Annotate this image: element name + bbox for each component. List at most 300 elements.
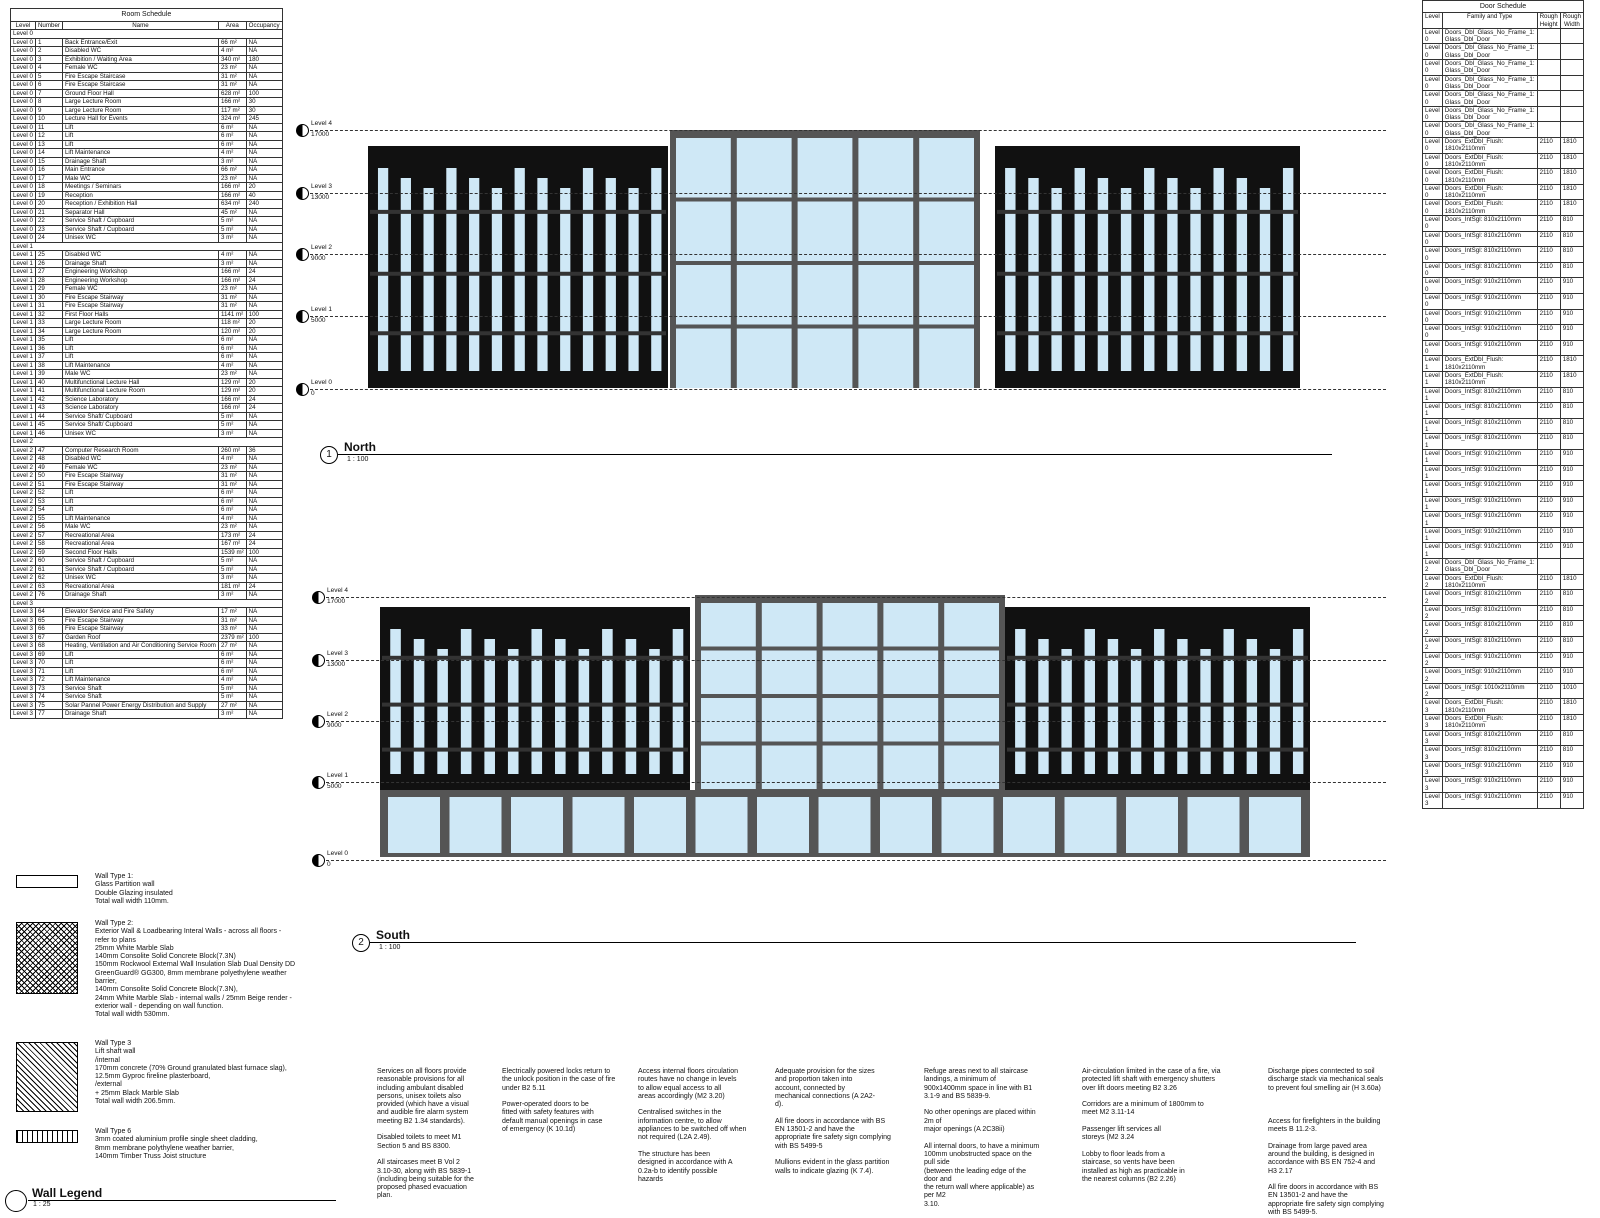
room-row [11, 361, 283, 370]
room-cell: Lift [62, 336, 218, 345]
door-row [1423, 496, 1584, 512]
room-cell: 6 m² [218, 336, 246, 345]
room-cell: NA [246, 208, 282, 217]
room-cell: Service Shaft/ Cupboard [62, 421, 218, 430]
door-cell: 2110 [1537, 605, 1560, 621]
door-cell: 810 [1560, 746, 1583, 762]
room-cell: Level 0 [11, 166, 36, 175]
floor-band [382, 703, 688, 707]
room-cell: Science Laboratory [62, 404, 218, 413]
room-cell: Ground Floor Hall [62, 89, 218, 98]
door-cell: 910 [1560, 543, 1583, 559]
door-cell: 2110 [1537, 590, 1560, 606]
room-cell: 40 [246, 191, 282, 200]
room-cell: 4 m² [218, 47, 246, 56]
door-cell: 2110 [1537, 200, 1560, 216]
door-cell: Doors_ExtDbl_Flush: 1810x2110mm [1442, 715, 1537, 731]
room-cell: 31 m² [218, 616, 246, 625]
wall-type-swatch [16, 875, 78, 888]
level-marker-icon [296, 383, 309, 396]
room-cell: 6 m² [218, 140, 246, 149]
ground-floor-window [511, 797, 563, 853]
door-cell: 910 [1560, 761, 1583, 777]
door-cell: Doors_ExtDbl_Flush: 1810x2110mm [1442, 699, 1537, 715]
room-cell: 36 [246, 446, 282, 455]
room-cell: 245 [246, 115, 282, 124]
door-row [1423, 122, 1584, 138]
room-group-label: Level 2 [11, 438, 283, 447]
door-schedule-title: Door Schedule [1422, 0, 1584, 12]
door-cell: Level 1 [1423, 449, 1443, 465]
room-cell: 23 m² [218, 285, 246, 294]
room-cell: 2 [35, 47, 62, 56]
ground-floor-window [1188, 797, 1240, 853]
door-row [1423, 621, 1584, 637]
room-cell: 37 [35, 353, 62, 362]
room-cell: 32 [35, 310, 62, 319]
room-cell: 6 m² [218, 132, 246, 141]
room-cell: 4 m² [218, 251, 246, 260]
door-cell: Level 0 [1423, 340, 1443, 356]
door-cell: Level 1 [1423, 481, 1443, 497]
door-header-cell: Level [1423, 13, 1443, 29]
room-row [11, 659, 283, 668]
room-cell: Level 1 [11, 378, 36, 387]
room-row [11, 582, 283, 591]
door-cell: 2110 [1537, 387, 1560, 403]
door-cell: 1810 [1560, 715, 1583, 731]
room-cell: Level 1 [11, 327, 36, 336]
room-cell: Level 0 [11, 106, 36, 115]
room-cell: Level 2 [11, 540, 36, 549]
room-header-cell: Level [11, 21, 36, 30]
room-cell: Lift [62, 506, 218, 515]
room-row [11, 123, 283, 132]
room-schedule [10, 8, 280, 719]
room-cell: Multifunctional Lecture Room [62, 387, 218, 396]
glass-strip [1131, 649, 1141, 774]
glass-strip [515, 168, 525, 371]
ground-floor-window [1003, 797, 1055, 853]
room-cell: 33 m² [218, 625, 246, 634]
room-cell: 23 m² [218, 174, 246, 183]
room-group-label: Level 0 [11, 30, 283, 39]
door-cell: Level 0 [1423, 262, 1443, 278]
door-cell: 810 [1560, 418, 1583, 434]
glass-strip [437, 649, 448, 774]
room-cell: Fire Escape Stairway [62, 625, 218, 634]
level-value: 13000 [311, 194, 330, 201]
room-cell: Level 3 [11, 684, 36, 693]
room-cell: Fire Escape Stairway [62, 616, 218, 625]
room-cell: 173 m² [218, 531, 246, 540]
door-cell: Level 0 [1423, 75, 1443, 91]
room-cell: 40 [35, 378, 62, 387]
ground-floor-window [880, 797, 932, 853]
door-cell: Doors_IntSgl: 910x2110mm [1442, 527, 1537, 543]
room-cell: 51 [35, 480, 62, 489]
north-elevation-drawing [290, 120, 1390, 465]
door-cell: 910 [1560, 449, 1583, 465]
wall-type-swatch [16, 1042, 78, 1112]
door-cell: 810 [1560, 216, 1583, 232]
glass-pane [858, 202, 913, 262]
door-cell: Doors_IntSgl: 910x2110mm [1442, 465, 1537, 481]
room-cell: 340 m² [218, 55, 246, 64]
door-cell: Level 0 [1423, 216, 1443, 232]
room-cell: 57 [35, 531, 62, 540]
room-header-cell: Name [62, 21, 218, 30]
room-cell: Male WC [62, 523, 218, 532]
door-row [1423, 169, 1584, 185]
glass-pane [823, 603, 878, 647]
room-cell: 3 m² [218, 157, 246, 166]
room-row [11, 642, 283, 651]
door-cell: Level 1 [1423, 356, 1443, 372]
door-row [1423, 293, 1584, 309]
room-row [11, 285, 283, 294]
glass-pane [737, 202, 792, 262]
room-row [11, 633, 283, 642]
room-cell: 47 [35, 446, 62, 455]
room-row [11, 710, 283, 719]
room-cell: 31 m² [218, 480, 246, 489]
room-cell: 166 m² [218, 183, 246, 192]
room-cell: 180 [246, 55, 282, 64]
door-cell [1537, 122, 1560, 138]
door-row [1423, 28, 1584, 44]
room-cell: NA [246, 523, 282, 532]
room-row [11, 616, 283, 625]
room-cell: Lecture Hall for Events [62, 115, 218, 124]
door-cell: Doors_IntSgl: 810x2110mm [1442, 621, 1537, 637]
door-cell: 910 [1560, 668, 1583, 684]
room-cell: Unisex WC [62, 429, 218, 438]
glass-pane [737, 138, 792, 198]
door-row [1423, 761, 1584, 777]
door-cell: 1810 [1560, 200, 1583, 216]
door-row [1423, 91, 1584, 107]
room-cell: 24 [246, 404, 282, 413]
door-cell: Doors_IntSgl: 910x2110mm [1442, 668, 1537, 684]
door-cell: Doors_ExtDbl_Flush: 1810x2110mm [1442, 169, 1537, 185]
door-cell: Doors_Dbl_Glass_No_Frame_1: Glass_Dbl_Door [1442, 44, 1537, 60]
room-row [11, 276, 283, 285]
door-cell: 2110 [1537, 543, 1560, 559]
door-row [1423, 278, 1584, 294]
room-cell: Male WC [62, 370, 218, 379]
door-cell: 2110 [1537, 449, 1560, 465]
room-cell: Recreational Area [62, 531, 218, 540]
room-cell: Level 1 [11, 276, 36, 285]
room-cell: 23 [35, 225, 62, 234]
room-cell: Reception [62, 191, 218, 200]
door-cell [1560, 28, 1583, 44]
level-marker-icon [296, 124, 309, 137]
room-cell: 48 [35, 455, 62, 464]
ground-floor-window [757, 797, 809, 853]
level-marker-icon [296, 248, 309, 261]
door-cell [1560, 44, 1583, 60]
room-cell: NA [246, 472, 282, 481]
room-cell: 118 m² [218, 319, 246, 328]
level-label [327, 650, 348, 669]
room-cell: Level 2 [11, 557, 36, 566]
door-cell: Doors_IntSgl: 810x2110mm [1442, 730, 1537, 746]
door-cell: 1810 [1560, 184, 1583, 200]
room-cell: 64 [35, 608, 62, 617]
door-cell: Level 0 [1423, 60, 1443, 76]
door-row [1423, 668, 1584, 684]
room-row [11, 625, 283, 634]
room-cell: 5 m² [218, 412, 246, 421]
door-cell: Level 1 [1423, 371, 1443, 387]
room-cell: 166 m² [218, 395, 246, 404]
room-row [11, 72, 283, 81]
door-cell: Level 2 [1423, 683, 1443, 699]
room-cell: Level 0 [11, 200, 36, 209]
room-cell: 8 [35, 98, 62, 107]
wall-type-swatch [16, 922, 78, 994]
room-cell: 20 [246, 327, 282, 336]
door-cell: 910 [1560, 278, 1583, 294]
glass-strip [1154, 629, 1164, 774]
room-cell: 36 [35, 344, 62, 353]
room-cell: Service Shaft / Cupboard [62, 217, 218, 226]
room-group-header [11, 242, 283, 251]
room-cell: 166 m² [218, 191, 246, 200]
room-cell: NA [246, 591, 282, 600]
door-row [1423, 559, 1584, 575]
room-cell: 34 [35, 327, 62, 336]
room-row [11, 591, 283, 600]
level-line [310, 254, 1386, 255]
door-header-cell: Rough Width [1560, 13, 1583, 29]
room-cell: Level 0 [11, 98, 36, 107]
door-cell: 910 [1560, 652, 1583, 668]
door-cell: Doors_Dbl_Glass_No_Frame_1: Glass_Dbl_Door [1442, 559, 1537, 575]
room-row [11, 259, 283, 268]
ground-floor-window [819, 797, 871, 853]
level-line [326, 721, 1386, 722]
room-cell: Level 0 [11, 132, 36, 141]
door-row [1423, 449, 1584, 465]
room-cell: Service Shaft [62, 684, 218, 693]
room-cell: NA [246, 480, 282, 489]
room-cell: NA [246, 650, 282, 659]
room-cell: 71 [35, 667, 62, 676]
door-cell: 2110 [1537, 434, 1560, 450]
room-cell: 19 [35, 191, 62, 200]
door-schedule-table [1422, 0, 1584, 809]
room-row [11, 157, 283, 166]
door-row [1423, 434, 1584, 450]
room-cell: 6 m² [218, 344, 246, 353]
room-cell: 14 [35, 149, 62, 158]
room-row [11, 302, 283, 311]
room-cell: Level 2 [11, 446, 36, 455]
room-cell: NA [246, 429, 282, 438]
door-cell: 910 [1560, 527, 1583, 543]
room-cell: 58 [35, 540, 62, 549]
door-row [1423, 652, 1584, 668]
door-cell: Level 3 [1423, 715, 1443, 731]
room-row [11, 200, 283, 209]
room-cell: Level 0 [11, 234, 36, 243]
door-cell: Doors_ExtDbl_Flush: 1810x2110mm [1442, 371, 1537, 387]
room-cell: NA [246, 667, 282, 676]
room-cell: Level 3 [11, 633, 36, 642]
room-cell: 4 [35, 64, 62, 73]
room-cell: 100 [246, 89, 282, 98]
room-cell: Female WC [62, 64, 218, 73]
door-row [1423, 247, 1584, 263]
door-row [1423, 340, 1584, 356]
room-cell: 634 m² [218, 200, 246, 209]
room-cell: NA [246, 642, 282, 651]
room-cell: Recreational Area [62, 582, 218, 591]
room-cell: 117 m² [218, 106, 246, 115]
level-line [310, 316, 1386, 317]
room-cell: Level 0 [11, 72, 36, 81]
ground-floor-window [1065, 797, 1117, 853]
room-cell: 3 m² [218, 574, 246, 583]
door-cell: Doors_IntSgl: 910x2110mm [1442, 449, 1537, 465]
glass-strip [1190, 188, 1200, 371]
room-cell: Fire Escape Stairway [62, 293, 218, 302]
door-cell: Level 0 [1423, 169, 1443, 185]
room-cell: Fire Escape Stairway [62, 472, 218, 481]
door-cell: 2110 [1537, 512, 1560, 528]
glass-pane [798, 138, 853, 198]
room-cell: 6 [35, 81, 62, 90]
room-cell: NA [246, 81, 282, 90]
level-name: Level 3 [311, 183, 332, 190]
door-cell: 1810 [1560, 699, 1583, 715]
door-cell: 2110 [1537, 746, 1560, 762]
room-cell: 129 m² [218, 387, 246, 396]
door-cell: 2110 [1537, 730, 1560, 746]
room-cell: 12 [35, 132, 62, 141]
door-cell: Doors_Dbl_Glass_No_Frame_1: Glass_Dbl_Door [1442, 122, 1537, 138]
door-cell: Doors_IntSgl: 810x2110mm [1442, 746, 1537, 762]
room-schedule-table [10, 8, 283, 719]
room-row [11, 149, 283, 158]
glass-strip [461, 629, 472, 774]
room-cell: Recreational Area [62, 540, 218, 549]
room-row [11, 531, 283, 540]
door-cell: Doors_IntSgl: 910x2110mm [1442, 293, 1537, 309]
room-row [11, 489, 283, 498]
room-cell: Lift [62, 497, 218, 506]
room-cell: 77 [35, 710, 62, 719]
door-row [1423, 387, 1584, 403]
door-cell: Level 0 [1423, 325, 1443, 341]
room-cell: 26 [35, 259, 62, 268]
level-label [311, 183, 332, 202]
room-cell: NA [246, 514, 282, 523]
door-cell: 810 [1560, 262, 1583, 278]
room-row [11, 463, 283, 472]
room-cell: 23 m² [218, 370, 246, 379]
room-cell: Garden Roof [62, 633, 218, 642]
glass-pane [737, 329, 792, 389]
south-elevation [290, 585, 1390, 885]
room-cell: 100 [246, 633, 282, 642]
level-marker-icon [312, 715, 325, 728]
glass-pane [883, 698, 938, 742]
room-row [11, 174, 283, 183]
level-label [327, 587, 348, 606]
glass-pane [701, 698, 756, 742]
room-cell: Service Shaft [62, 693, 218, 702]
room-group-header [11, 30, 283, 39]
door-cell: 810 [1560, 730, 1583, 746]
room-cell: 240 [246, 200, 282, 209]
level-name: Level 0 [327, 850, 348, 857]
level-value: 0 [311, 390, 315, 397]
room-row [11, 565, 283, 574]
door-cell [1537, 559, 1560, 575]
room-cell: 4 m² [218, 676, 246, 685]
room-cell: 38 [35, 361, 62, 370]
ground-floor-window [942, 797, 994, 853]
room-cell: Level 3 [11, 667, 36, 676]
room-cell: 70 [35, 659, 62, 668]
door-cell: Doors_Dbl_Glass_No_Frame_1: Glass_Dbl_Door [1442, 106, 1537, 122]
door-cell: 1810 [1560, 138, 1583, 154]
room-cell: Level 3 [11, 642, 36, 651]
room-cell: Level 3 [11, 693, 36, 702]
door-cell [1560, 559, 1583, 575]
door-cell: 910 [1560, 481, 1583, 497]
door-cell: Level 0 [1423, 293, 1443, 309]
glass-pane [919, 138, 974, 198]
room-cell: 4 m² [218, 361, 246, 370]
room-cell: 5 m² [218, 217, 246, 226]
door-cell: Level 1 [1423, 512, 1443, 528]
wall-type-description: Wall Type 3 Lift shaft wall /internal 170mm concrete (70% Ground granulated blast furnace slag), 12.5mm Gyproc fireline plasterboard, /external + 25mm Black Marble Slab Total wall width 206.5mm. [95, 1040, 287, 1106]
door-cell: 1810 [1560, 574, 1583, 590]
room-cell: Level 2 [11, 463, 36, 472]
room-cell: Fire Escape Staircase [62, 81, 218, 90]
room-cell: 45 m² [218, 208, 246, 217]
door-row [1423, 184, 1584, 200]
room-cell: Lift Maintenance [62, 676, 218, 685]
glass-pane [919, 329, 974, 389]
room-cell: NA [246, 217, 282, 226]
room-cell: NA [246, 225, 282, 234]
room-cell: Lift [62, 659, 218, 668]
room-row [11, 140, 283, 149]
room-cell: Level 2 [11, 548, 36, 557]
room-cell: 1141 m² [218, 310, 246, 319]
door-cell: 2110 [1537, 278, 1560, 294]
wall-type-swatch [16, 1130, 78, 1143]
door-cell: Doors_IntSgl: 810x2110mm [1442, 605, 1537, 621]
door-cell: 1810 [1560, 371, 1583, 387]
door-cell: 2110 [1537, 699, 1560, 715]
glass-strip [1144, 168, 1154, 371]
room-cell: NA [246, 285, 282, 294]
room-row [11, 701, 283, 710]
room-cell: Level 1 [11, 404, 36, 413]
glass-pane [858, 138, 913, 198]
room-cell: NA [246, 344, 282, 353]
room-cell: 1539 m² [218, 548, 246, 557]
glass-strip [579, 649, 590, 774]
room-cell: Level 3 [11, 659, 36, 668]
